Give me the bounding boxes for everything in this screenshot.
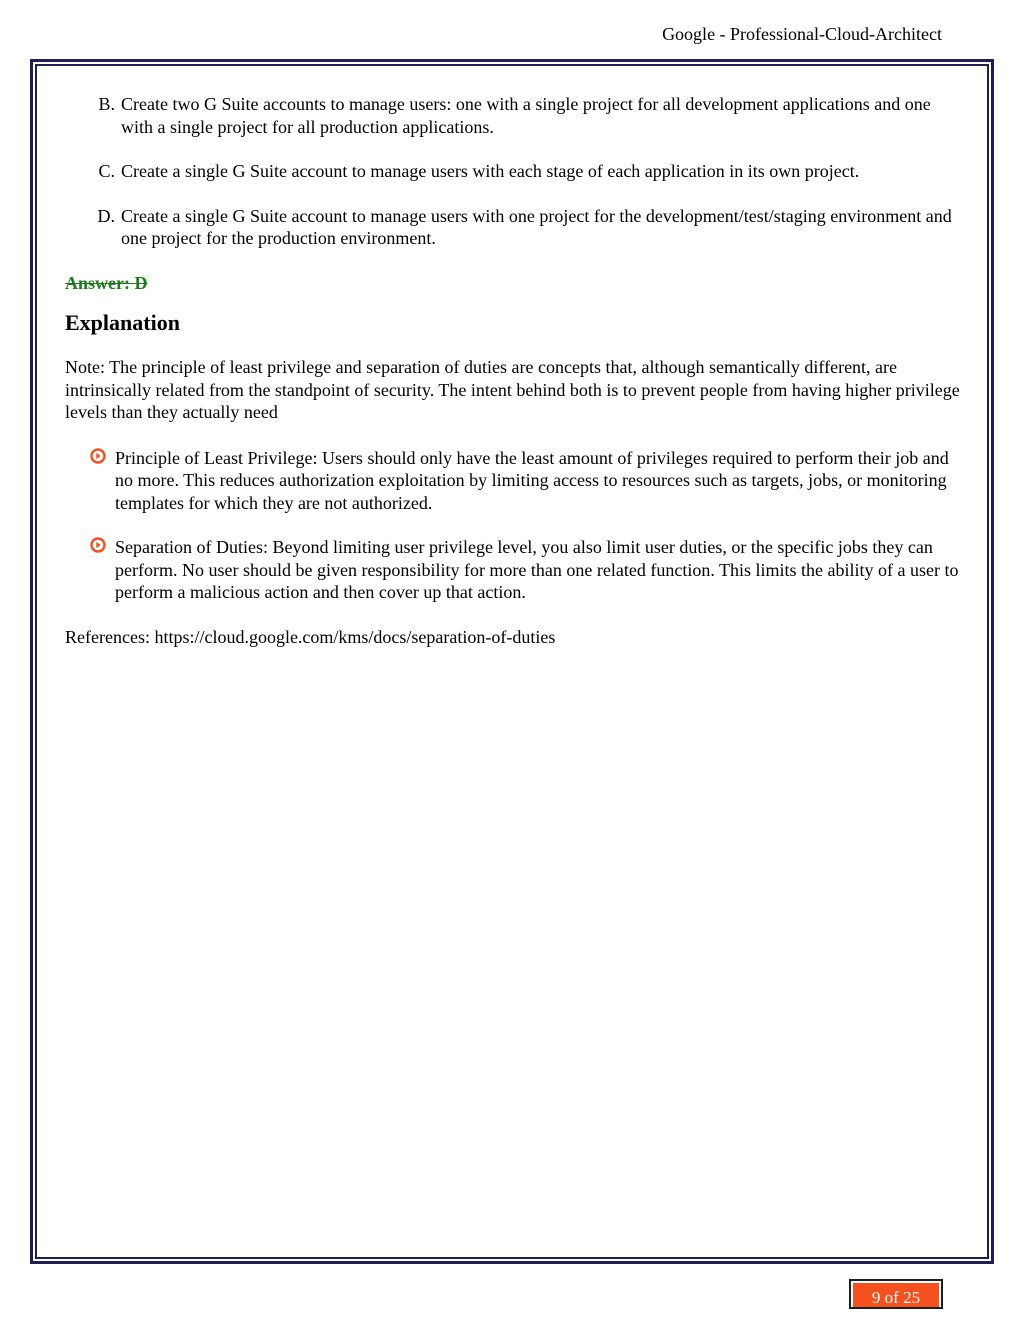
answer-option-d bbox=[65, 205, 960, 250]
option-letter: D. bbox=[97, 205, 115, 226]
circled-arrow-icon bbox=[65, 536, 115, 558]
references-line: References: https://cloud.google.com/kms/docs/separation-of-duties bbox=[65, 626, 556, 647]
circled-arrow-icon bbox=[65, 447, 115, 469]
explanation-heading: Explanation bbox=[65, 310, 180, 335]
bullet-item-least-privilege bbox=[65, 447, 960, 515]
bullet-text: Principle of Least Privilege: Users should only have the least amount of privileges required to perform their job and no more. This reduces authorization exploitation by limiting access to resources such as targets, jobs, or monitoring templates for which they are not authorized. bbox=[115, 447, 949, 513]
bullet-item-separation-of-duties bbox=[65, 536, 960, 604]
option-text: Create a single G Suite account to manage users with each stage of each application in its own project. bbox=[121, 161, 860, 181]
answer-option-b bbox=[65, 93, 960, 138]
bullet-text: Separation of Duties: Beyond limiting user privilege level, you also limit user duties, or the specific jobs they can perform. No user should be given responsibility for more than one related function. This limits the ability of a user to perform a malicious action and then cover up that action. bbox=[115, 537, 959, 602]
option-letter: C. bbox=[98, 161, 115, 181]
document-header: Google - Professional-Cloud-Architect bbox=[662, 24, 942, 44]
option-text: Create a single G Suite account to manage users with one project for the development/test/staging environment and one project for the production environment. bbox=[121, 205, 952, 248]
explanation-note: Note: The principle of least privilege and separation of duties are concepts that, although semantically different, are intrinsically related from the standpoint of security. The intent behind both is to prevent people from having higher privilege levels than they actually need bbox=[65, 357, 960, 422]
option-letter: B. bbox=[98, 94, 115, 114]
answer-option-c bbox=[65, 160, 960, 183]
option-text: Create two G Suite accounts to manage users: one with a single project for all development applications and one with a single project for all production applications. bbox=[121, 94, 931, 137]
page-content bbox=[65, 93, 960, 648]
correct-answer: Answer: D bbox=[65, 272, 148, 293]
page-number: 9 of 25 bbox=[853, 1283, 939, 1307]
